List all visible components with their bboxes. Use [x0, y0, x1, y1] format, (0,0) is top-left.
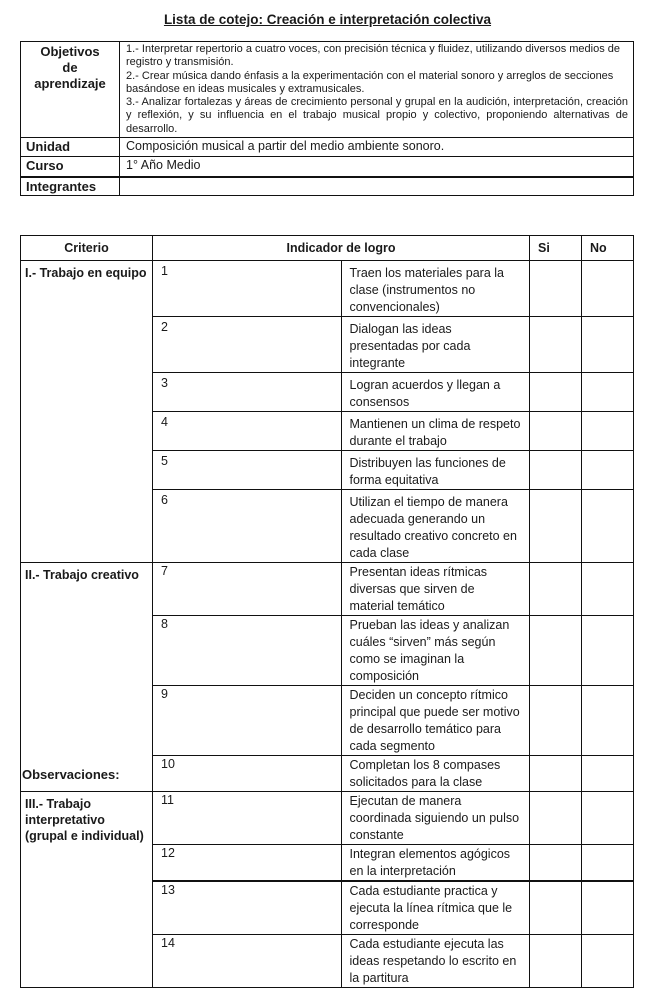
integrantes-label: Integrantes	[21, 177, 120, 196]
indicator-number: 4	[153, 412, 342, 451]
indicator-text: Completan los 8 compases solicitados para la clase	[341, 756, 530, 792]
si-checkbox-cell[interactable]	[530, 616, 582, 686]
indicator-number: 14	[153, 935, 342, 988]
si-checkbox-cell[interactable]	[530, 935, 582, 988]
unidad-label: Unidad	[21, 138, 120, 157]
indicator-text: Traen los materiales para la clase (instrumentos no convencionales)	[341, 261, 530, 317]
indicator-number: 9	[153, 686, 342, 756]
si-checkbox-cell[interactable]	[530, 412, 582, 451]
no-checkbox-cell[interactable]	[582, 881, 634, 935]
checklist-row	[21, 563, 634, 616]
indicator-number: 1	[153, 261, 342, 317]
indicator-text: Distribuyen las funciones de forma equitativa	[341, 451, 530, 490]
checklist-row	[21, 261, 634, 317]
si-checkbox-cell[interactable]	[530, 881, 582, 935]
objetivo-3: 3.- Analizar fortalezas y áreas de crecimiento personal y grupal en la audición, interpretación, creación y reflexión, y su influencia en el trabajo musical propio y colectivo, proponiendo alternativas de desarrollo.	[126, 96, 628, 135]
header-criterio: Criterio	[21, 236, 153, 261]
indicator-text: Ejecutan de manera coordinada siguiendo un pulso constante	[341, 792, 530, 845]
indicator-text: Cada estudiante practica y ejecuta la línea rítmica que le corresponde	[341, 881, 530, 935]
si-checkbox-cell[interactable]	[530, 261, 582, 317]
indicator-number: 2	[153, 317, 342, 373]
criterio-cell: III.- Trabajo interpretativo (grupal e individual)	[21, 792, 153, 988]
indicator-number: 5	[153, 451, 342, 490]
indicator-number: 10	[153, 756, 342, 792]
indicator-text: Prueban las ideas y analizan cuáles “sirven” más según como se imaginan la composición	[341, 616, 530, 686]
indicator-number: 8	[153, 616, 342, 686]
indicator-text: Presentan ideas rítmicas diversas que sirven de material temático	[341, 563, 530, 616]
curso-row	[21, 157, 634, 178]
si-checkbox-cell[interactable]	[530, 792, 582, 845]
indicator-text: Deciden un concepto rítmico principal que puede ser motivo de desarrollo temático para cada segmento	[341, 686, 530, 756]
indicator-number: 3	[153, 373, 342, 412]
indicator-number: 13	[153, 881, 342, 935]
si-checkbox-cell[interactable]	[530, 845, 582, 882]
indicator-text: Utilizan el tiempo de manera adecuada generando un resultado creativo concreto en cada clase	[341, 490, 530, 563]
indicator-number: 6	[153, 490, 342, 563]
objetivos-label	[21, 42, 120, 138]
indicator-number: 11	[153, 792, 342, 845]
si-checkbox-cell[interactable]	[530, 451, 582, 490]
no-checkbox-cell[interactable]	[582, 261, 634, 317]
no-checkbox-cell[interactable]	[582, 317, 634, 373]
curso-value: 1° Año Medio	[120, 157, 634, 178]
no-checkbox-cell[interactable]	[582, 412, 634, 451]
checklist-row	[21, 792, 634, 845]
criterio-cell: I.- Trabajo en equipo	[21, 261, 153, 563]
no-checkbox-cell[interactable]	[582, 616, 634, 686]
integrantes-row	[21, 177, 634, 196]
unidad-value: Composición musical a partir del medio ambiente sonoro.	[120, 138, 634, 157]
no-checkbox-cell[interactable]	[582, 756, 634, 792]
checklist-header-row	[21, 236, 634, 261]
indicator-text: Cada estudiante ejecuta las ideas respetando lo escrito en la partitura	[341, 935, 530, 988]
indicator-text: Dialogan las ideas presentadas por cada integrante	[341, 317, 530, 373]
si-checkbox-cell[interactable]	[530, 490, 582, 563]
si-checkbox-cell[interactable]	[530, 317, 582, 373]
indicator-number: 12	[153, 845, 342, 882]
no-checkbox-cell[interactable]	[582, 686, 634, 756]
indicator-text: Logran acuerdos y llegan a consensos	[341, 373, 530, 412]
objetivos-label-line: de	[62, 60, 78, 75]
no-checkbox-cell[interactable]	[582, 792, 634, 845]
objetivo-1: 1.- Interpretar repertorio a cuatro voces, con precisión técnica y fluidez, utilizando diversos medios de registro y transmisión.	[126, 43, 621, 69]
checklist-table	[20, 235, 634, 988]
no-checkbox-cell[interactable]	[582, 935, 634, 988]
document-title: Lista de cotejo: Creación e interpretación colectiva	[163, 12, 492, 27]
si-checkbox-cell[interactable]	[530, 373, 582, 412]
unidad-row	[21, 138, 634, 157]
si-checkbox-cell[interactable]	[530, 756, 582, 792]
si-checkbox-cell[interactable]	[530, 686, 582, 756]
no-checkbox-cell[interactable]	[582, 373, 634, 412]
objetivos-row	[21, 42, 634, 138]
no-checkbox-cell[interactable]	[582, 563, 634, 616]
curso-label: Curso	[21, 157, 120, 178]
info-table	[20, 41, 634, 196]
si-checkbox-cell[interactable]	[530, 563, 582, 616]
integrantes-field[interactable]	[120, 177, 634, 196]
no-checkbox-cell[interactable]	[582, 845, 634, 882]
indicator-text: Mantienen un clima de respeto durante el trabajo	[341, 412, 530, 451]
criterio-cell: II.- Trabajo creativo	[21, 563, 153, 792]
indicator-number: 7	[153, 563, 342, 616]
objetivos-label-line: aprendizaje	[34, 76, 106, 91]
indicator-text: Integran elementos agógicos en la interpretación	[341, 845, 530, 882]
observaciones-label: Observaciones:	[22, 767, 120, 782]
header-no: No	[582, 236, 634, 261]
objetivo-2: 2.- Crear música dando énfasis a la experimentación con el material sonoro y arreglos de secciones basándose en ideas musicales y extramusicales.	[126, 69, 614, 95]
no-checkbox-cell[interactable]	[582, 490, 634, 563]
objetivos-label-line: Objetivos	[40, 44, 100, 59]
header-indicador: Indicador de logro	[153, 236, 530, 261]
header-si: Si	[530, 236, 582, 261]
objetivos-cell	[120, 42, 634, 138]
no-checkbox-cell[interactable]	[582, 451, 634, 490]
